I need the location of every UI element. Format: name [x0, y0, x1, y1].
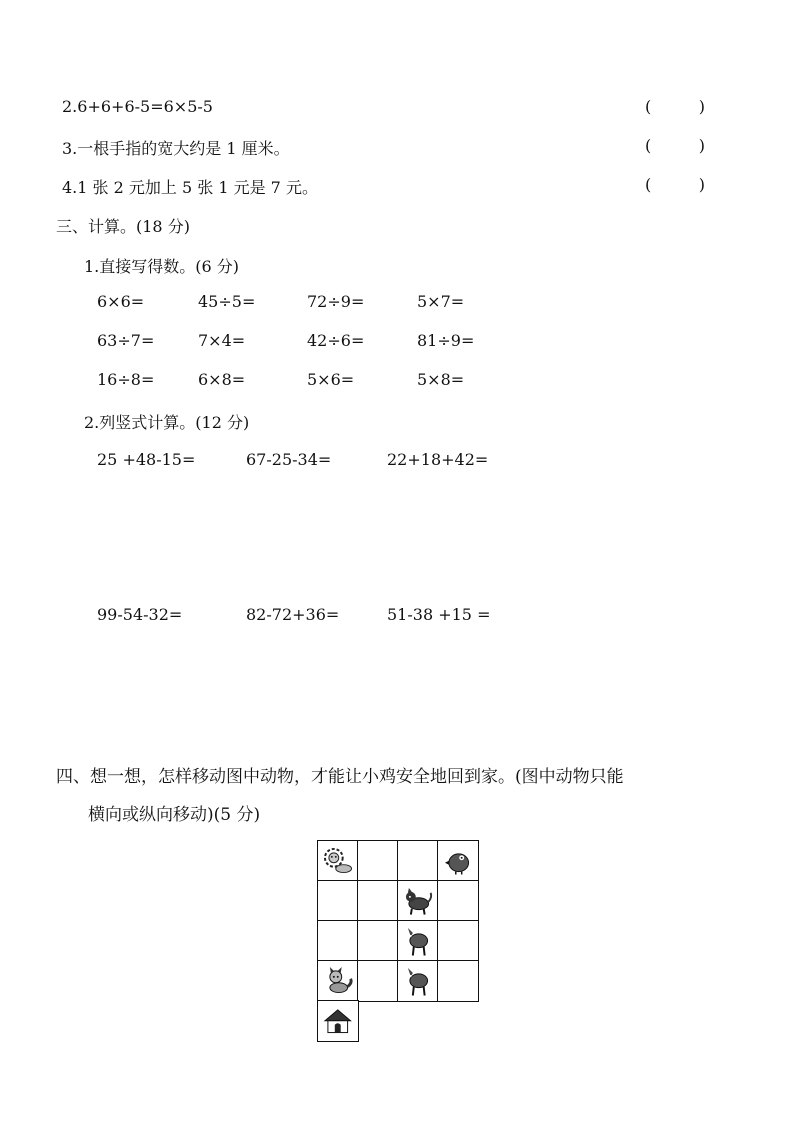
section-4-title-line-1: 四、想一想，怎样移动图中动物，才能让小鸡安全地回到家。(图中动物只能 — [56, 767, 624, 787]
grid-cell-0-0[interactable] — [317, 840, 359, 882]
grid-cell-0-1[interactable] — [357, 840, 399, 882]
lion-icon — [322, 845, 354, 877]
grid-blank — [397, 1000, 439, 1042]
vertical-problem: 25 +48-15= — [97, 450, 196, 469]
part-1-title: 1.直接写得数。(6 分) — [84, 257, 240, 276]
animal-grid — [318, 841, 478, 1041]
grid-cell-3-1[interactable] — [357, 960, 399, 1002]
grid-cell-0-2[interactable] — [397, 840, 439, 882]
grid-cell-1-0[interactable] — [317, 880, 359, 922]
grid-blank — [357, 1000, 399, 1042]
oral-problem: 5×8= — [417, 370, 465, 389]
vertical-problem: 82-72+36= — [246, 605, 340, 624]
oral-problem: 6×8= — [198, 370, 246, 389]
part-2-title: 2.列竖式计算。(12 分) — [84, 413, 250, 432]
answer-parens[interactable]: ( ) — [645, 175, 705, 194]
chick-icon — [442, 845, 474, 877]
judge-item-text: 2.6+6+6-5=6×5-5 — [62, 97, 213, 116]
grid-cell-1-2[interactable] — [397, 880, 439, 922]
grid-cell-3-2[interactable] — [397, 960, 439, 1002]
oral-problem: 5×6= — [307, 370, 355, 389]
oral-problem: 6×6= — [97, 292, 145, 311]
oral-problem: 72÷9= — [307, 292, 365, 311]
vertical-problem: 99-54-32= — [97, 605, 183, 624]
vertical-problem: 22+18+42= — [387, 450, 489, 469]
grid-cell-2-0[interactable] — [317, 920, 359, 962]
answer-parens[interactable]: ( ) — [645, 97, 705, 116]
house-icon — [322, 1005, 354, 1037]
horse-icon — [402, 925, 434, 957]
judge-item-text: 4.1 张 2 元加上 5 张 1 元是 7 元。 — [62, 178, 318, 197]
oral-problem: 16÷8= — [97, 370, 155, 389]
grid-cell-1-3[interactable] — [437, 880, 479, 922]
wolf-icon — [402, 885, 434, 917]
vertical-problem: 67-25-34= — [246, 450, 332, 469]
grid-cell-3-3[interactable] — [437, 960, 479, 1002]
grid-cell-2-3[interactable] — [437, 920, 479, 962]
grid-cell-1-1[interactable] — [357, 880, 399, 922]
oral-problem: 7×4= — [198, 331, 246, 350]
horse-icon — [402, 965, 434, 997]
oral-problem: 45÷5= — [198, 292, 256, 311]
grid-cell-0-3[interactable] — [437, 840, 479, 882]
oral-problem: 63÷7= — [97, 331, 155, 350]
oral-problem: 42÷6= — [307, 331, 365, 350]
fox-icon — [322, 965, 354, 997]
grid-cell-4-0[interactable] — [317, 1000, 359, 1042]
judge-item-text: 3.一根手指的宽大约是 1 厘米。 — [62, 139, 290, 158]
grid-cell-2-2[interactable] — [397, 920, 439, 962]
oral-problem: 5×7= — [417, 292, 465, 311]
grid-blank — [437, 1000, 479, 1042]
answer-parens[interactable]: ( ) — [645, 136, 705, 155]
section-4-title-line-2: 横向或纵向移动)(5 分) — [88, 805, 261, 825]
grid-cell-2-1[interactable] — [357, 920, 399, 962]
grid-cell-3-0[interactable] — [317, 960, 359, 1002]
oral-problem: 81÷9= — [417, 331, 475, 350]
section-3-title: 三、计算。(18 分) — [56, 217, 190, 236]
vertical-problem: 51-38 +15 = — [387, 605, 491, 624]
